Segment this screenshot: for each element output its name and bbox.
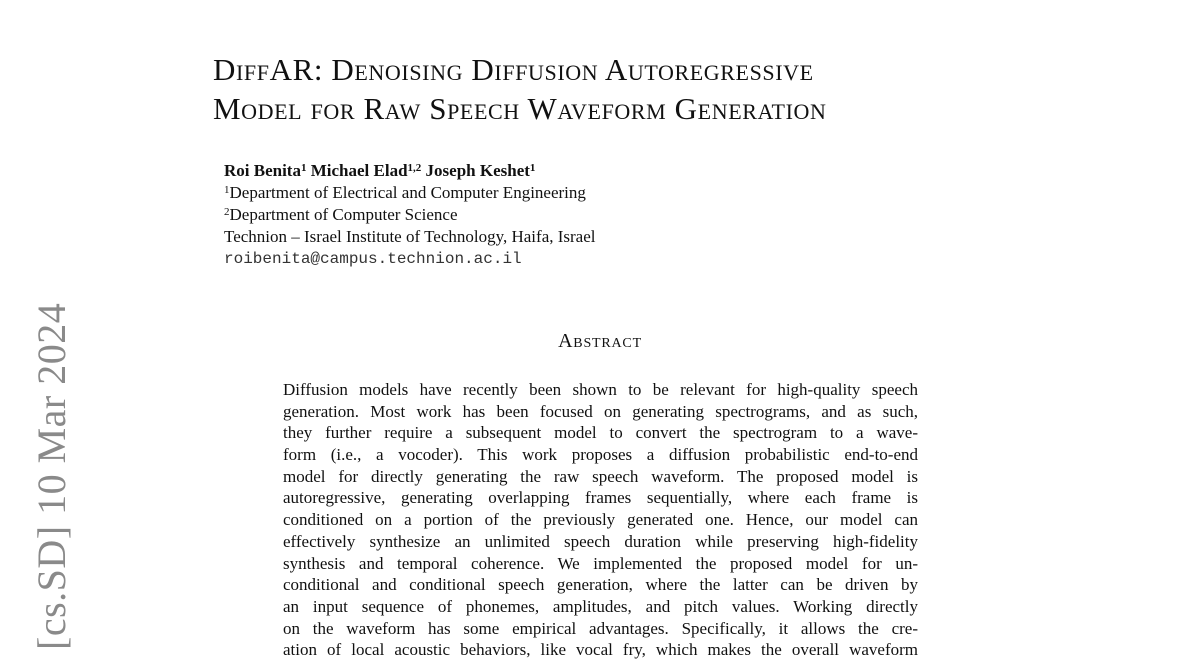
abstract-line: on the waveform has some empirical advantages. Specifically, it allows the cre-: [283, 618, 918, 638]
abstract-line: conditioned on a portion of the previously generated one. Hence, our model can: [283, 510, 918, 530]
author-name: Michael Elad: [310, 161, 408, 180]
author-name: Roi Benita: [224, 161, 301, 180]
abstract-line: autoregressive, generating overlapping frames sequentially, where each frame is: [283, 488, 918, 508]
abstract-line: effectively synthesize an unlimited speech duration while preserving high-fidelity: [283, 531, 918, 551]
affiliation-text: Department of Electrical and Computer Engineering: [229, 183, 586, 202]
affiliation-sup: 1: [224, 184, 230, 196]
abstract-line: Diffusion models have recently been shown to be relevant for high-quality speech: [283, 380, 918, 399]
author-sup: 1: [529, 162, 536, 174]
author-name: Joseph Keshet: [425, 161, 530, 180]
arxiv-sidebar-stamp: [20, 300, 78, 660]
abstract-line: an input sequence of phonemes, amplitudes, and pitch values. Working directly: [283, 596, 918, 616]
abstract-line: model for directly generating the raw speech waveform. The proposed model is: [283, 466, 918, 486]
abstract-body: [283, 379, 918, 660]
affiliation-text: Department of Computer Science: [229, 205, 458, 224]
author-block: [224, 160, 596, 270]
title-line-2: Model for Raw Speech Waveform Generation: [213, 91, 827, 126]
abstract-line: generation. Most work has been focused on generating spectrograms, and as such,: [283, 401, 918, 421]
affiliation: [224, 182, 596, 204]
author-sup: 1: [300, 162, 307, 174]
arxiv-stamp-text: [cs.SD] 10 Mar 2024: [29, 302, 74, 650]
abstract-line: synthesis and temporal coherence. We implemented the proposed model for un-: [283, 553, 918, 573]
author-email[interactable]: roibenita@campus.technion.ac.il: [224, 250, 522, 268]
title-line-1: DiffAR: Denoising Diffusion Autoregressive: [213, 52, 814, 87]
abstract-line: conditional and conditional speech generation, where the latter can be driven by: [283, 575, 918, 595]
abstract-line: form (i.e., a vocoder). This work proposes a diffusion probabilistic end-to-end: [283, 445, 918, 465]
paper-title: [213, 50, 1013, 128]
abstract-line: they further require a subsequent model to convert the spectrogram to a wave-: [283, 423, 918, 443]
abstract-line: ation of local acoustic behaviors, like vocal fry, which makes the overall waveform: [283, 640, 918, 660]
affiliation-text: Technion – Israel Institute of Technology, Haifa, Israel: [224, 227, 596, 246]
author-sup: 1,2: [407, 162, 422, 174]
affiliation: [224, 226, 596, 248]
author-names: [224, 160, 596, 182]
affiliation-sup: 2: [224, 206, 230, 218]
affiliation: [224, 204, 596, 226]
abstract-heading: Abstract: [558, 330, 642, 352]
